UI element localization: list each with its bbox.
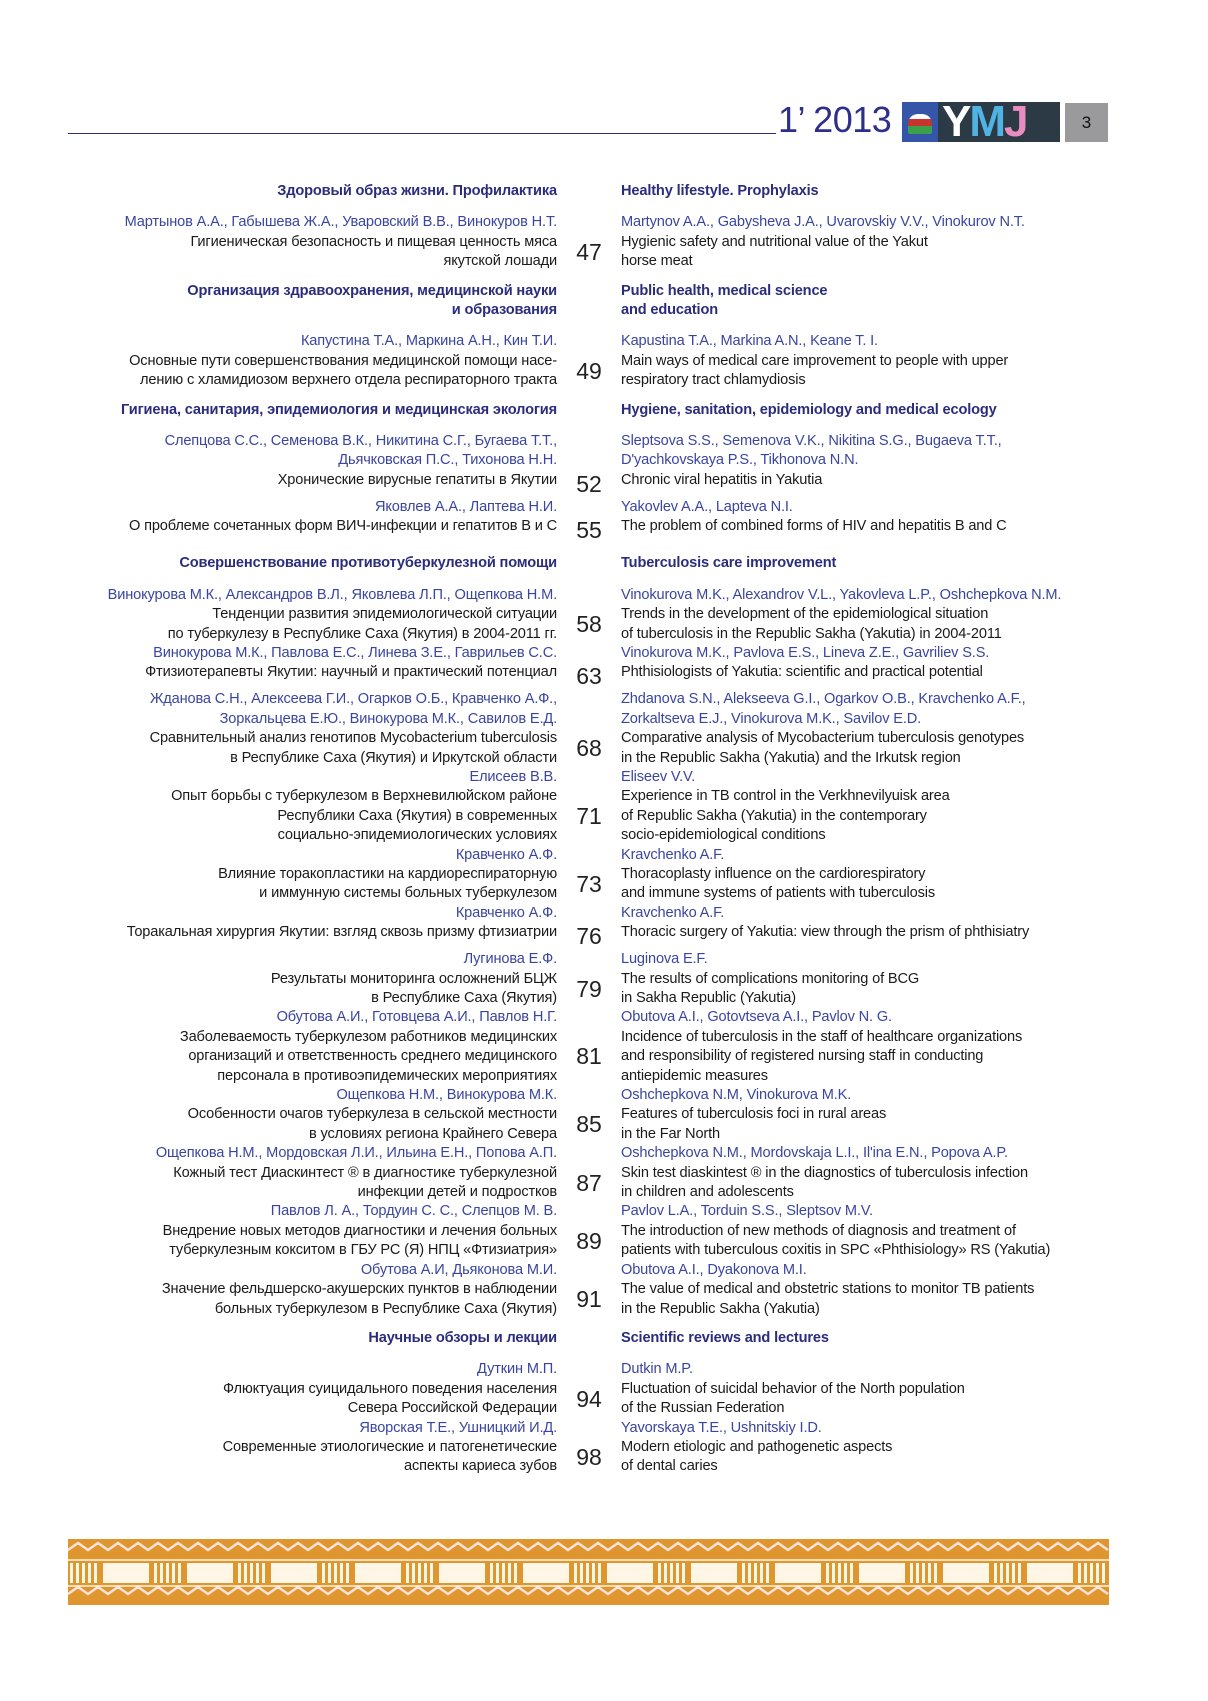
title-ru xyxy=(68,1164,557,1203)
title-ru xyxy=(68,1028,557,1086)
header-rule xyxy=(68,133,776,134)
article-authors xyxy=(68,586,1128,605)
author-line-ru: Зоркальцева Е.Ю., Винокурова М.К., Савилов Е.Д. xyxy=(219,710,557,727)
title-line-en: in the Republic Sakha (Yakutia) and the Irkutsk region xyxy=(621,749,961,766)
title-line-en: Thoracic surgery of Yakutia: view through the prism of phthisiatry xyxy=(621,924,1030,941)
author-line-en: Eliseev V.V. xyxy=(621,768,696,785)
authors-en xyxy=(621,432,1101,471)
authors-en xyxy=(621,213,1101,232)
author-line-en: Zorkaltseva E.J., Vinokurova M.K., Savilov E.D. xyxy=(621,710,922,727)
author-line-en: Sleptsova S.S., Semenova V.K., Nikitina S.G., Bugaeva T.T., xyxy=(621,433,1002,450)
authors-ru xyxy=(68,498,557,517)
article-page-number[interactable]: 71 xyxy=(576,802,602,829)
authors-en xyxy=(621,1086,1101,1105)
title-line-en: Thoracoplasty influence on the cardiorespiratory xyxy=(621,865,926,882)
title-line-ru: Заболеваемость туберкулезом работников медицинских xyxy=(179,1028,557,1045)
title-en xyxy=(621,1222,1101,1261)
section-title-ru xyxy=(68,1329,557,1348)
spacer xyxy=(557,498,621,517)
article-authors xyxy=(68,1144,1128,1163)
title-line-en: The introduction of new methods of diagnosis and treatment of xyxy=(621,1222,1016,1239)
title-ru xyxy=(68,1105,557,1144)
author-line-en: Oshchepkova N.M., Mordovskaja L.I., Il'ina E.N., Popova A.P. xyxy=(621,1145,1008,1162)
title-line-en: of dental caries xyxy=(621,1458,718,1475)
spacer xyxy=(557,690,621,729)
author-line-en: Zhdanova S.N., Alekseeva G.I., Ogarkov O.B., Kravchenko A.F., xyxy=(621,691,1026,708)
title-line-ru: по туберкулезу в Республике Саха (Якутия) в 2004-2011 гг. xyxy=(167,625,557,642)
title-ru xyxy=(68,663,557,690)
title-line-en: Chronic viral hepatitis in Yakutia xyxy=(621,471,823,488)
author-line-en: Obutova A.I., Gotovtseva A.I., Pavlov N. G. xyxy=(621,1009,892,1026)
title-ru xyxy=(68,970,557,1009)
title-line-ru: социально-эпидемиологических условиях xyxy=(277,827,557,844)
authors-en xyxy=(621,1202,1101,1221)
title-line-en: Hygienic safety and nutritional value of the Yakut xyxy=(621,233,928,250)
article-title xyxy=(68,1028,1128,1086)
title-line-ru: Особенности очагов туберкулеза в сельской местности xyxy=(187,1106,557,1123)
title-ru xyxy=(68,352,557,391)
title-line-ru: Тенденции развития эпидемиологической ситуации xyxy=(212,606,557,623)
article-page-number[interactable]: 85 xyxy=(576,1111,602,1138)
authors-en xyxy=(621,904,1101,923)
heading-line-ru: и образования xyxy=(451,302,557,319)
article-page-number[interactable]: 73 xyxy=(576,870,602,897)
authors-en xyxy=(621,768,1101,787)
section-heading xyxy=(68,1329,1128,1348)
article-authors xyxy=(68,432,1128,471)
title-line-ru: Гигиеническая безопасность и пищевая ценность мяса xyxy=(190,233,557,250)
title-line-ru: Кожный тест Диаскинтест ® в диагностике туберкулезной xyxy=(173,1164,557,1181)
article-title xyxy=(68,352,1128,391)
title-line-ru: Внедрение новых методов диагностики и лечения больных xyxy=(162,1222,557,1239)
author-line-ru: Дуткин М.П. xyxy=(477,1361,557,1378)
authors-ru xyxy=(68,1144,557,1163)
title-line-ru: Флюктуация суицидального поведения населения xyxy=(223,1380,557,1397)
title-en xyxy=(621,923,1101,950)
spacer xyxy=(557,282,621,321)
section-title-ru xyxy=(68,401,557,420)
title-line-en: Experience in TB control in the Verkhnevilyuisk area xyxy=(621,788,950,805)
title-line-ru: и иммунную системы больных туберкулезом xyxy=(259,885,557,902)
title-line-en: Skin test diaskintest ® in the diagnostics of tuberculosis infection xyxy=(621,1164,1028,1181)
author-line-ru: Павлов Л. А., Тордуин С. С., Слепцов М. В. xyxy=(270,1203,557,1220)
article-page-number[interactable]: 76 xyxy=(576,923,602,950)
article-page-number[interactable]: 87 xyxy=(576,1169,602,1196)
authors-en xyxy=(621,644,1101,663)
section-title-ru xyxy=(68,182,557,201)
article-authors xyxy=(68,332,1128,351)
article-title xyxy=(68,865,1128,904)
authors-ru xyxy=(68,1360,557,1379)
authors-ru xyxy=(68,768,557,787)
spacer xyxy=(557,1202,621,1221)
spacer xyxy=(557,950,621,969)
title-en xyxy=(621,729,1101,768)
title-line-ru: в Республике Саха (Якутия) xyxy=(371,990,557,1006)
heading-line-ru: Гигиена, санитария, эпидемиология и медицинская экология xyxy=(121,401,557,418)
title-line-en: The problem of combined forms of HIV and hepatitis B and C xyxy=(621,518,1007,535)
article-title xyxy=(68,1164,1128,1203)
title-line-en: The value of medical and obstetric stations to monitor TB patients xyxy=(621,1281,1035,1298)
title-line-en: Trends in the development of the epidemiological situation xyxy=(621,606,989,623)
title-en xyxy=(621,1164,1101,1203)
title-en xyxy=(621,1280,1101,1319)
authors-ru xyxy=(68,644,557,663)
title-line-en: Fluctuation of suicidal behavior of the North population xyxy=(621,1380,965,1397)
title-en xyxy=(621,787,1101,845)
article-title xyxy=(68,1438,1128,1477)
title-line-en: socio-epidemiological conditions xyxy=(621,827,826,844)
title-ru xyxy=(68,517,557,544)
authors-en xyxy=(621,1419,1101,1438)
title-line-ru: Торакальная хирургия Якутии: взгляд сквозь призму фтизиатрии xyxy=(126,924,557,941)
spacer xyxy=(557,1329,621,1348)
title-line-en: Phthisiologists of Yakutia: scientific and practical potential xyxy=(621,664,983,681)
section-title-en xyxy=(621,182,1101,201)
title-ru xyxy=(68,471,557,498)
author-line-ru: Дьячковская П.С., Тихонова Н.Н. xyxy=(338,452,557,469)
title-line-en: in Sakha Republic (Yakutia) xyxy=(621,990,796,1006)
title-en xyxy=(621,1380,1101,1419)
title-line-ru: Республики Саха (Якутия) в современных xyxy=(277,807,557,824)
heading-line-en: Healthy lifestyle. Prophylaxis xyxy=(621,183,819,199)
authors-en xyxy=(621,1261,1101,1280)
author-line-en: Yavorskaya T.E., Ushnitskiy I.D. xyxy=(621,1419,822,1436)
authors-ru xyxy=(68,904,557,923)
section-title-ru xyxy=(68,554,557,573)
authors-en xyxy=(621,498,1101,517)
article-title xyxy=(68,517,1128,544)
authors-ru xyxy=(68,432,557,471)
title-en xyxy=(621,1028,1101,1086)
title-ru xyxy=(68,865,557,904)
author-line-en: Martynov A.A., Gabysheva J.A., Uvarovskiy V.V., Vinokurov N.T. xyxy=(621,214,1025,231)
author-line-en: Oshchepkova N.M, Vinokurova M.K. xyxy=(621,1087,852,1104)
title-line-en: The results of complications monitoring of BCG xyxy=(621,970,920,987)
title-line-en: and immune systems of patients with tuberculosis xyxy=(621,885,936,902)
article-title xyxy=(68,1280,1128,1319)
author-line-ru: Ощепкова Н.М., Винокурова М.К. xyxy=(336,1087,557,1104)
title-line-ru: якутской лошади xyxy=(443,253,557,270)
spacer xyxy=(557,904,621,923)
heading-line-en: Scientific reviews and lectures xyxy=(621,1329,829,1346)
title-en xyxy=(621,233,1101,272)
title-ru xyxy=(68,605,557,644)
article-authors xyxy=(68,904,1128,923)
author-line-en: Kravchenko A.F. xyxy=(621,846,725,863)
title-line-ru: Сравнительный анализ генотипов Mycobacterium tuberculosis xyxy=(149,730,557,747)
title-en xyxy=(621,517,1101,544)
article-page-number[interactable]: 52 xyxy=(576,470,602,497)
spacer xyxy=(557,1086,621,1105)
title-line-ru: Значение фельдшерско-акушерских пунктов в наблюдении xyxy=(161,1281,557,1298)
article-page-number[interactable]: 49 xyxy=(576,357,602,384)
title-ru xyxy=(68,1280,557,1319)
issue-number: 1’ 2013 xyxy=(778,99,892,140)
title-line-en: patients with tuberculous coxitis in SPC «Phthisiology» RS (Yakutia) xyxy=(621,1242,1051,1259)
spacer xyxy=(557,432,621,471)
article-authors xyxy=(68,690,1128,729)
journal-logo xyxy=(902,97,1060,146)
authors-en xyxy=(621,1008,1101,1027)
title-line-ru: Севера Российской Федерации xyxy=(347,1400,557,1417)
heading-line-ru: Научные обзоры и лекции xyxy=(368,1329,557,1346)
emblem-icon xyxy=(902,102,938,142)
author-line-en: Pavlov L.A., Torduin S.S., Sleptsov M.V. xyxy=(621,1203,873,1220)
authors-ru xyxy=(68,846,557,865)
section-heading xyxy=(68,401,1128,420)
title-line-en: Incidence of tuberculosis in the staff of healthcare organizations xyxy=(621,1028,1023,1045)
spacer xyxy=(557,1144,621,1163)
spacer xyxy=(557,332,621,351)
section-title-ru xyxy=(68,282,557,321)
article-page-number[interactable]: 68 xyxy=(576,735,602,762)
heading-line-en: and education xyxy=(621,302,718,319)
title-line-en: antiepidemic measures xyxy=(621,1067,768,1084)
heading-line-en: Tuberculosis care improvement xyxy=(621,555,837,572)
article-authors xyxy=(68,644,1128,663)
author-line-en: Luginova E.F. xyxy=(621,951,708,968)
article-authors xyxy=(68,213,1128,232)
title-line-en: of Republic Sakha (Yakutia) in the contemporary xyxy=(621,807,927,824)
title-line-en: of tuberculosis in the Republic Sakha (Yakutia) in 2004-2011 xyxy=(621,625,1002,642)
author-line-ru: Винокурова М.К., Павлова Е.С., Линева З.Е., Гаврильев С.С. xyxy=(153,644,557,661)
title-en xyxy=(621,1105,1101,1144)
author-line-ru: Кравченко А.Ф. xyxy=(455,846,557,863)
section-heading xyxy=(68,554,1128,573)
title-ru xyxy=(68,1222,557,1261)
author-line-ru: Обутова А.И, Дьяконова М.И. xyxy=(360,1261,557,1278)
title-line-en: horse meat xyxy=(621,253,693,270)
article-authors xyxy=(68,768,1128,787)
author-line-ru: Винокурова М.К., Александров В.Л., Яковлева Л.П., Ощепкова Н.М. xyxy=(107,586,557,603)
spacer xyxy=(557,846,621,865)
title-en xyxy=(621,471,1101,498)
title-line-ru: Основные пути совершенствования медицинской помощи насе- xyxy=(129,352,557,369)
article-authors xyxy=(68,950,1128,969)
article-title xyxy=(68,729,1128,768)
title-line-en: and responsibility of registered nursing staff in conducting xyxy=(621,1048,984,1065)
heading-line-en: Public health, medical science xyxy=(621,282,828,299)
heading-line-ru: Организация здравоохранения, медицинской науки xyxy=(187,282,557,299)
article-title xyxy=(68,923,1128,950)
logo-lettering: Y M J xyxy=(942,97,1027,146)
heading-line-ru: Совершенствование противотуберкулезной помощи xyxy=(179,555,557,572)
article-authors xyxy=(68,1008,1128,1027)
title-ru xyxy=(68,923,557,950)
title-line-en: respiratory tract chlamydiosis xyxy=(621,372,806,389)
author-line-ru: Яковлев А.А., Лаптева Н.И. xyxy=(375,498,557,515)
section-title-en xyxy=(621,282,1101,321)
article-title xyxy=(68,1105,1128,1144)
title-line-ru: туберкулезным кокситом в ГБУ РС (Я) НПЦ «Фтизиатрия» xyxy=(169,1242,557,1259)
article-page-number[interactable]: 94 xyxy=(576,1385,602,1412)
authors-ru xyxy=(68,950,557,969)
authors-ru xyxy=(68,1419,557,1438)
article-page-number[interactable]: 81 xyxy=(576,1043,602,1070)
author-line-en: Yakovlev A.A., Lapteva N.I. xyxy=(621,498,793,515)
authors-en xyxy=(621,1144,1101,1163)
author-line-en: Dutkin M.P. xyxy=(621,1361,693,1378)
title-en xyxy=(621,865,1101,904)
authors-en xyxy=(621,950,1101,969)
spacer xyxy=(557,1008,621,1027)
title-line-ru: Опыт борьбы с туберкулезом в Верхневилюйском районе xyxy=(171,788,557,805)
title-line-ru: Фтизиотерапевты Якутии: научный и практический потенциал xyxy=(145,664,557,681)
author-line-en: Vinokurova M.K., Pavlova E.S., Lineva Z.E., Gavriliev S.S. xyxy=(621,644,990,661)
section-title-en xyxy=(621,401,1101,420)
title-ru xyxy=(68,729,557,768)
spacer xyxy=(557,1419,621,1438)
article-page-number[interactable]: 55 xyxy=(576,517,602,544)
article-page-number[interactable]: 79 xyxy=(576,975,602,1002)
title-line-ru: лению с хламидиозом верхнего отдела респираторного тракта xyxy=(140,372,557,389)
title-line-en: Modern etiologic and pathogenetic aspects xyxy=(621,1438,893,1455)
title-line-ru: аспекты кариеса зубов xyxy=(404,1458,557,1475)
title-line-en: in the Republic Sakha (Yakutia) xyxy=(621,1300,820,1317)
authors-en xyxy=(621,690,1101,729)
title-line-ru: Влияние торакопластики на кардиореспираторную xyxy=(218,865,557,882)
authors-en xyxy=(621,1360,1101,1379)
article-page-number[interactable]: 98 xyxy=(576,1443,602,1470)
title-line-en: Comparative analysis of Mycobacterium tuberculosis genotypes xyxy=(621,730,1025,747)
authors-ru xyxy=(68,1008,557,1027)
title-ru xyxy=(68,787,557,845)
article-authors xyxy=(68,1086,1128,1105)
author-line-ru: Кравченко А.Ф. xyxy=(455,904,557,921)
article-page-number[interactable]: 91 xyxy=(576,1286,602,1312)
author-line-en: Kapustina T.A., Markina A.N., Keane T. I. xyxy=(621,333,878,350)
title-line-en: Main ways of medical care improvement to people with upper xyxy=(621,352,1009,369)
spacer xyxy=(557,644,621,663)
authors-ru xyxy=(68,1086,557,1105)
heading-line-ru: Здоровый образ жизни. Профилактика xyxy=(277,183,557,199)
table-of-contents xyxy=(68,182,1128,1477)
author-line-en: Kravchenko A.F. xyxy=(621,904,725,921)
article-title xyxy=(68,1222,1128,1261)
title-line-ru: организаций и ответственность среднего медицинского xyxy=(188,1048,557,1065)
title-line-ru: в условиях региона Крайнего Севера xyxy=(309,1125,557,1142)
article-title xyxy=(68,663,1128,690)
title-line-en: Features of tuberculosis foci in rural areas xyxy=(621,1106,887,1123)
spacer xyxy=(557,182,621,201)
author-line-ru: Ощепкова Н.М., Мордовская Л.И., Ильина Е.Н., Попова А.П. xyxy=(155,1145,557,1162)
author-line-ru: Капустина Т.А., Маркина А.Н., Кин Т.И. xyxy=(300,333,557,350)
article-title xyxy=(68,605,1128,644)
spacer xyxy=(557,768,621,787)
article-authors xyxy=(68,1419,1128,1438)
article-authors xyxy=(68,846,1128,865)
authors-ru xyxy=(68,332,557,351)
title-en xyxy=(621,605,1101,644)
title-line-en: in children and adolescents xyxy=(621,1184,794,1201)
heading-line-en: Hygiene, sanitation, epidemiology and medical ecology xyxy=(621,401,997,418)
authors-ru xyxy=(68,213,557,232)
article-page-number[interactable]: 58 xyxy=(576,611,602,637)
title-ru xyxy=(68,233,557,272)
page-number: 3 xyxy=(1065,103,1108,142)
article-title xyxy=(68,233,1128,272)
author-line-ru: Елисеев В.В. xyxy=(469,768,557,785)
article-title xyxy=(68,1380,1128,1419)
authors-ru xyxy=(68,1202,557,1221)
author-line-en: D'yachkovskaya P.S., Tikhonova N.N. xyxy=(621,452,859,469)
author-line-ru: Обутова А.И., Готовцева А.И., Павлов Н.Г. xyxy=(276,1009,557,1026)
article-page-number[interactable]: 89 xyxy=(576,1227,602,1254)
title-en xyxy=(621,663,1101,690)
title-line-ru: Современные этиологические и патогенетические xyxy=(222,1438,557,1455)
author-line-ru: Мартынов А.А., Габышева Ж.А., Уваровский В.В., Винокуров Н.Т. xyxy=(124,214,557,231)
article-page-number[interactable]: 47 xyxy=(576,238,602,265)
article-authors xyxy=(68,1360,1128,1379)
author-line-ru: Яворская Т.Е., Ушницкий И.Д. xyxy=(359,1419,557,1436)
title-ru xyxy=(68,1380,557,1419)
section-title-en xyxy=(621,1329,1101,1348)
article-title xyxy=(68,787,1128,845)
article-authors xyxy=(68,1261,1128,1280)
title-line-ru: персонала в противоэпидемических мероприятиях xyxy=(217,1067,557,1084)
title-line-ru: О проблеме сочетанных форм ВИЧ-инфекции и гепатитов В и С xyxy=(128,518,557,535)
article-authors xyxy=(68,1202,1128,1221)
title-en xyxy=(621,970,1101,1009)
title-line-en: in the Far North xyxy=(621,1125,720,1142)
spacer xyxy=(557,213,621,232)
spacer xyxy=(557,401,621,420)
title-line-ru: инфекции детей и подростков xyxy=(357,1184,557,1201)
title-line-ru: Хронические вирусные гепатиты в Якутии xyxy=(277,471,557,488)
article-page-number[interactable]: 63 xyxy=(576,663,602,690)
article-title xyxy=(68,970,1128,1009)
section-title-en xyxy=(621,554,1101,573)
title-ru xyxy=(68,1438,557,1477)
article-title xyxy=(68,471,1128,498)
authors-en xyxy=(621,846,1101,865)
authors-ru xyxy=(68,1261,557,1280)
spacer xyxy=(557,586,621,605)
title-line-ru: больных туберкулезом в Республике Саха (Якутия) xyxy=(214,1300,557,1317)
author-line-en: Obutova A.I., Dyakonova M.I. xyxy=(621,1261,807,1278)
footer-ornament xyxy=(68,1539,1109,1605)
authors-en xyxy=(621,332,1101,351)
author-line-ru: Лугинова Е.Ф. xyxy=(463,951,557,968)
spacer xyxy=(557,554,621,573)
section-heading xyxy=(68,182,1128,201)
author-line-ru: Жданова С.Н., Алексеева Г.И., Огарков О.Б., Кравченко А.Ф., xyxy=(149,691,557,708)
authors-en xyxy=(621,586,1101,605)
authors-ru xyxy=(68,586,557,605)
title-line-ru: Результаты мониторинга осложнений БЦЖ xyxy=(270,970,557,987)
author-line-en: Vinokurova M.K., Alexandrov V.L., Yakovleva L.P., Oshchepkova N.M. xyxy=(621,586,1062,603)
title-line-ru: в Республике Саха (Якутия) и Иркутской области xyxy=(230,749,557,766)
spacer xyxy=(557,1360,621,1379)
title-line-en: of the Russian Federation xyxy=(621,1400,785,1417)
title-en xyxy=(621,1438,1101,1477)
article-authors xyxy=(68,498,1128,517)
authors-ru xyxy=(68,690,557,729)
section-heading xyxy=(68,282,1128,321)
title-en xyxy=(621,352,1101,391)
author-line-ru: Слепцова С.С., Семенова В.К., Никитина С.Г., Бугаева Т.Т., xyxy=(164,433,557,450)
spacer xyxy=(557,1261,621,1280)
